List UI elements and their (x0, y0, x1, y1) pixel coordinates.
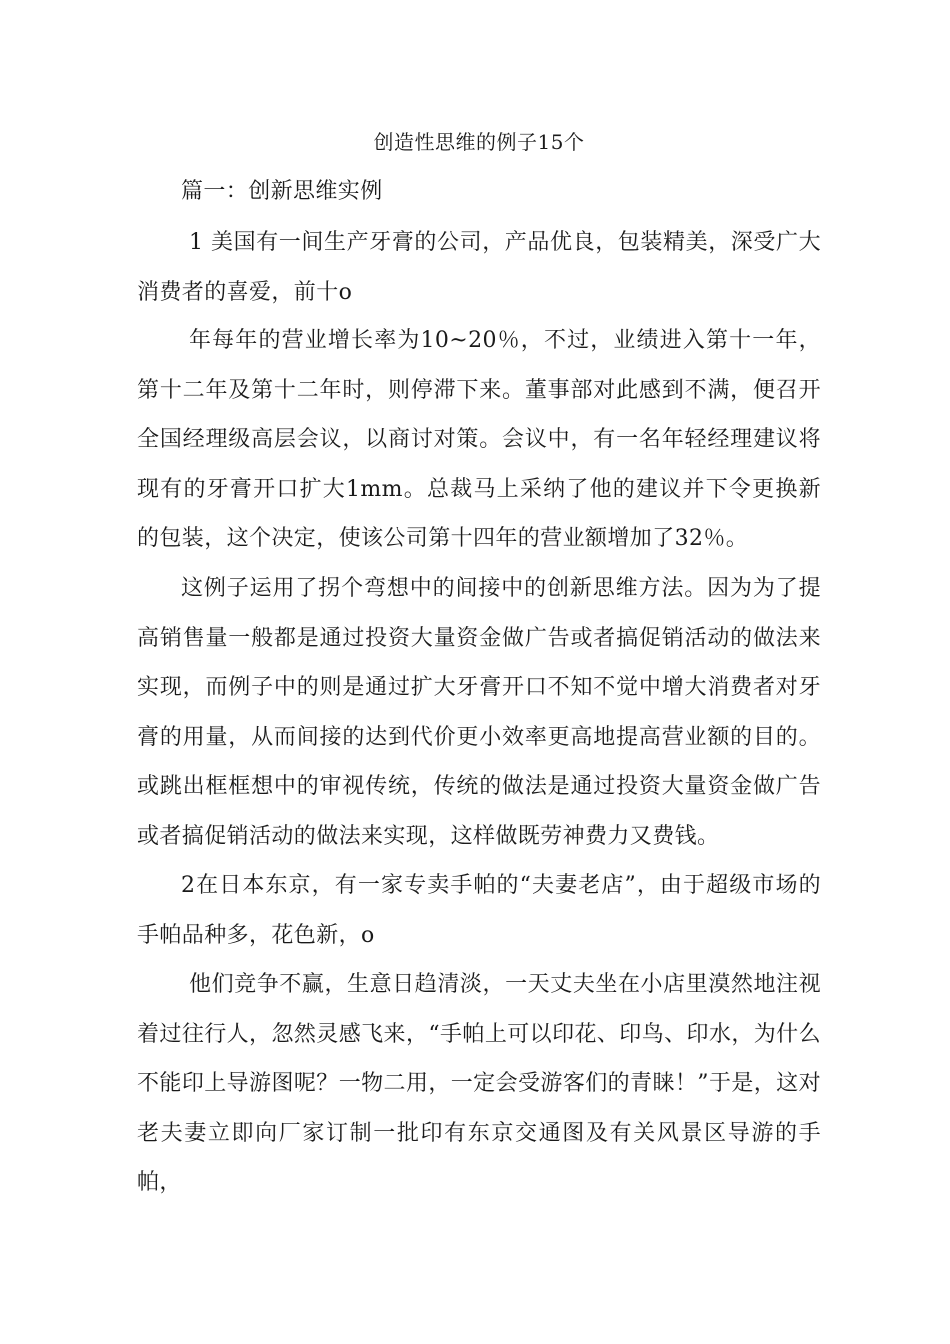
document-title: 创造性思维的例子15个 (373, 130, 585, 154)
paragraph-5: 他们竞争不赢，生意日趋清淡，一天丈夫坐在小店里漠然地注视着过往行人，忽然灵感飞来，“手帕上可以印花、印鸟、印水，为什么不能印上导游图呢？一物二用，一定会受游客们的青睐！”于是，这对老夫妻立即向厂家订制一批印有东京交通图及有关风景区导游的手帕， (137, 972, 821, 1195)
paragraph-2: 年每年的营业增长率为10~20％，不过，业绩进入第十一年，第十二年及第十二年时，则停滞下来。董事部对此感到不满，便召开全国经理级高层会议，以商讨对策。会议中，有一名年轻经理建议将现有的牙膏开口扩大1mm。总裁马上采纳了他的建议并下令更换新的包装，这个决定，使该公司第十四年的营业额增加了32％。 (137, 328, 821, 551)
paragraph-4: 2在日本东京，有一家专卖手帕的“夫妻老店”，由于超级市场的手帕品种多，花色新，o (137, 873, 821, 948)
paragraph-3: 这例子运用了拐个弯想中的间接中的创新思维方法。因为为了提高销售量一般都是通过投资大量资金做广告或者搞促销活动的做法来实现，而例子中的则是通过扩大牙膏开口不知不觉中增大消费者对牙膏的用量，从而间接的达到代价更小效率更高地提高营业额的目的。或跳出框框想中的审视传统，传统的做法是通过投资大量资金做广告或者搞促销活动的做法来实现，这样做既劳神费力又费钱。 (137, 576, 821, 849)
section-heading: 篇一：创新思维实例 (181, 179, 383, 204)
paragraph-1: 1 美国有一间生产牙膏的公司，产品优良，包装精美，深受广大消费者的喜爱，前十o (137, 230, 821, 305)
